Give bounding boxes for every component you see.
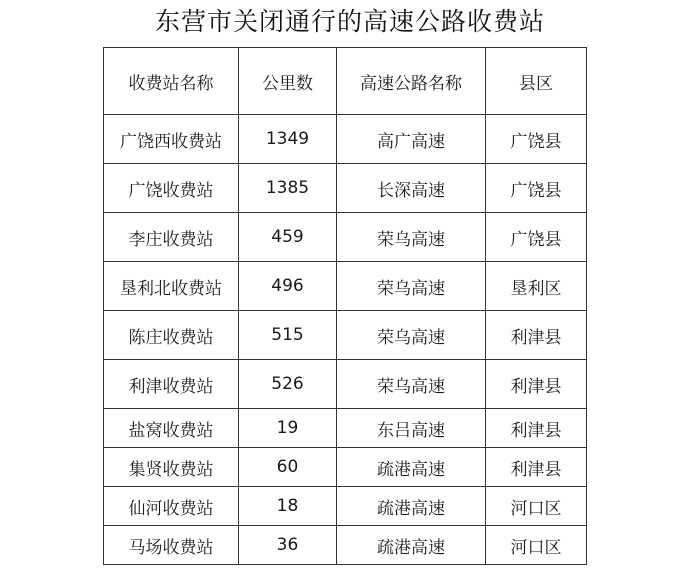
county-cell: 广饶县 — [486, 164, 587, 213]
station-name-cell: 仙河收费站 — [104, 487, 239, 526]
station-name-cell: 陈庄收费站 — [104, 311, 239, 360]
kilometer-cell: 515 — [239, 311, 337, 360]
highway-name-cell: 疏港高速 — [337, 526, 486, 565]
highway-name-cell: 荣乌高速 — [337, 360, 486, 409]
table-row — [104, 409, 587, 448]
station-name-cell: 广饶收费站 — [104, 164, 239, 213]
county-cell: 利津县 — [486, 311, 587, 360]
kilometer-cell: 19 — [239, 409, 337, 448]
county-cell: 河口区 — [486, 526, 587, 565]
kilometer-cell: 1385 — [239, 164, 337, 213]
kilometer-cell: 526 — [239, 360, 337, 409]
toll-station-table — [103, 47, 587, 565]
highway-name-cell: 荣乌高速 — [337, 213, 486, 262]
table-row — [104, 526, 587, 565]
table-row — [104, 487, 587, 526]
table-header-row — [104, 48, 587, 115]
table-row — [104, 448, 587, 487]
kilometer-cell: 18 — [239, 487, 337, 526]
table-row — [104, 213, 587, 262]
kilometer-cell: 36 — [239, 526, 337, 565]
table-row — [104, 262, 587, 311]
highway-name-cell: 荣乌高速 — [337, 262, 486, 311]
table-row — [104, 311, 587, 360]
county-cell: 垦利区 — [486, 262, 587, 311]
table-row — [104, 164, 587, 213]
station-name-cell: 利津收费站 — [104, 360, 239, 409]
page-title: 东营市关闭通行的高速公路收费站 — [154, 7, 545, 36]
station-name-cell: 马场收费站 — [104, 526, 239, 565]
kilometer-cell: 1349 — [239, 115, 337, 164]
county-cell: 利津县 — [486, 360, 587, 409]
highway-name-cell: 疏港高速 — [337, 487, 486, 526]
station-name-cell: 李庄收费站 — [104, 213, 239, 262]
table-row — [104, 360, 587, 409]
kilometer-cell: 459 — [239, 213, 337, 262]
station-name-cell: 集贤收费站 — [104, 448, 239, 487]
header-highway-name: 高速公路名称 — [337, 48, 486, 115]
county-cell: 利津县 — [486, 448, 587, 487]
highway-name-cell: 东吕高速 — [337, 409, 486, 448]
highway-name-cell: 疏港高速 — [337, 448, 486, 487]
kilometer-cell: 496 — [239, 262, 337, 311]
station-name-cell: 盐窝收费站 — [104, 409, 239, 448]
county-cell: 广饶县 — [486, 213, 587, 262]
highway-name-cell: 长深高速 — [337, 164, 486, 213]
kilometer-cell: 60 — [239, 448, 337, 487]
station-name-cell: 垦利北收费站 — [104, 262, 239, 311]
county-cell: 河口区 — [486, 487, 587, 526]
header-station-name: 收费站名称 — [104, 48, 239, 115]
header-county: 县区 — [486, 48, 587, 115]
highway-name-cell: 高广高速 — [337, 115, 486, 164]
county-cell: 利津县 — [486, 409, 587, 448]
highway-name-cell: 荣乌高速 — [337, 311, 486, 360]
station-name-cell: 广饶西收费站 — [104, 115, 239, 164]
table-row — [104, 115, 587, 164]
county-cell: 广饶县 — [486, 115, 587, 164]
header-kilometers: 公里数 — [239, 48, 337, 115]
